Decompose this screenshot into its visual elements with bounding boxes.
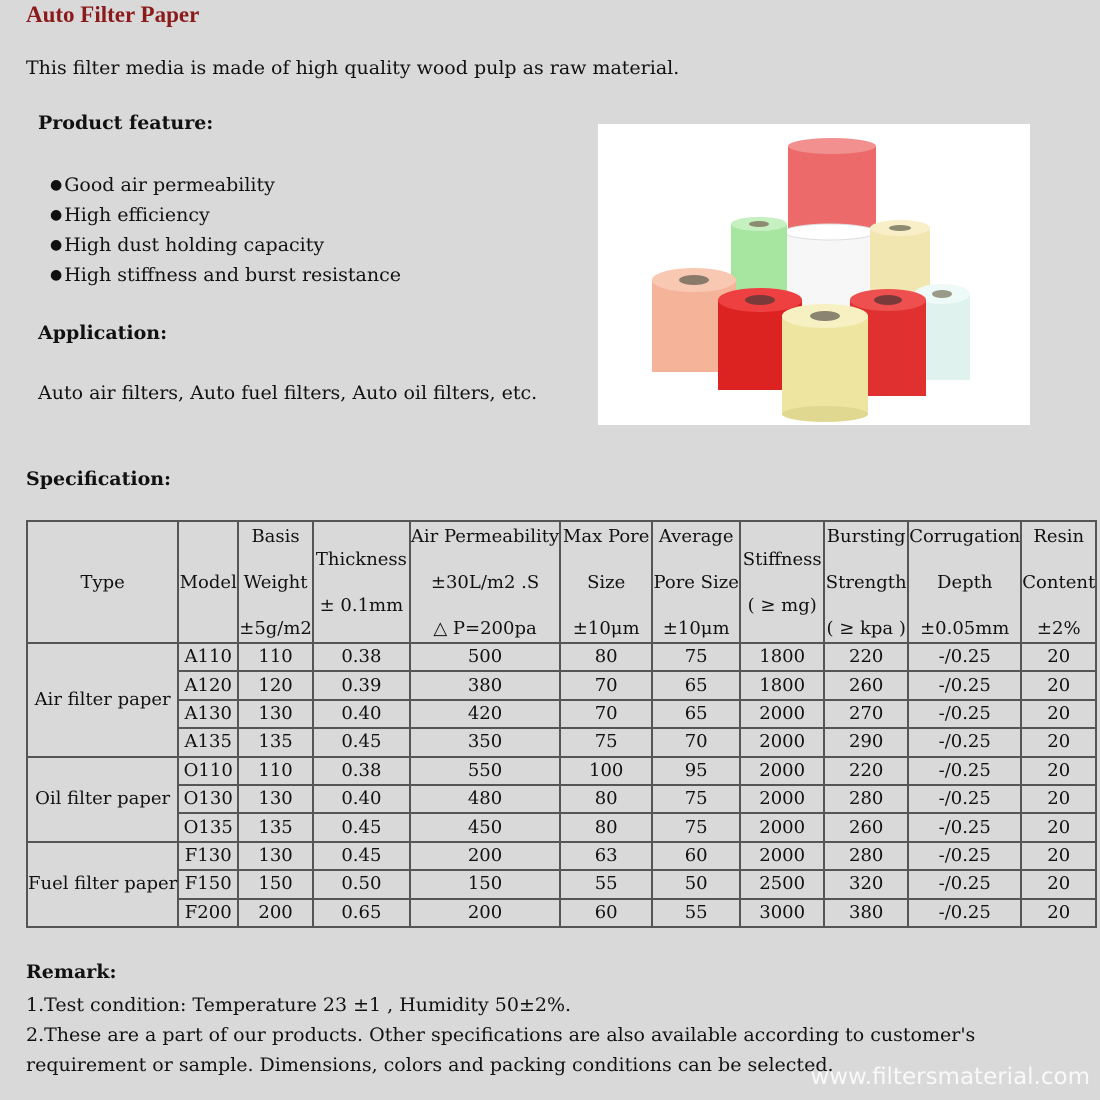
table-cell: 95 [652,757,740,785]
table-cell: 220 [824,757,908,785]
table-cell: 280 [824,785,908,813]
table-cell: 20 [1021,757,1096,785]
table-cell: 280 [824,842,908,870]
table-row [27,728,1096,756]
table-cell: 63 [560,842,652,870]
remark-heading: Remark: [26,961,117,983]
table-cell: 75 [652,785,740,813]
table-cell: O110 [178,757,238,785]
table-cell: 1800 [740,671,824,699]
feature-list [50,172,401,292]
table-row [27,757,1096,785]
bullet-icon: ● [50,237,63,253]
table-row [27,899,1096,927]
table-cell: 0.65 [313,899,410,927]
table-cell: -/0.25 [908,899,1021,927]
table-cell: 3000 [740,899,824,927]
feature-item: ● High efficiency [50,204,210,226]
table-cell: 290 [824,728,908,756]
table-cell: -/0.25 [908,785,1021,813]
table-cell: 150 [238,870,313,898]
table-body [27,643,1096,927]
type-cell: Oil filter paper [27,757,178,842]
table-cell: -/0.25 [908,728,1021,756]
table-cell: 20 [1021,643,1096,671]
table-cell: 450 [410,813,560,841]
page-title: Auto Filter Paper [26,2,200,27]
table-cell: 130 [238,700,313,728]
table-row [27,842,1096,870]
table-cell: 65 [652,671,740,699]
table-cell: 260 [824,813,908,841]
table-cell: 70 [560,671,652,699]
table-cell: 20 [1021,671,1096,699]
table-cell: 2000 [740,757,824,785]
bullet-icon: ● [50,267,63,283]
table-cell: F150 [178,870,238,898]
table-cell: 480 [410,785,560,813]
header-model: Model [178,521,238,643]
table-cell: 20 [1021,899,1096,927]
table-cell: 20 [1021,870,1096,898]
specification-heading: Specification: [26,468,172,490]
table-cell: 20 [1021,813,1096,841]
bullet-icon: ● [50,177,63,193]
remark-item: 1.Test condition: Temperature 23 ±1 , Humidity 50±2%. [26,994,572,1016]
table-cell: 110 [238,757,313,785]
table-cell: 350 [410,728,560,756]
table-cell: 130 [238,842,313,870]
table-cell: 65 [652,700,740,728]
table-cell: 2000 [740,700,824,728]
table-cell: 0.38 [313,643,410,671]
table-cell: -/0.25 [908,643,1021,671]
header-average-pore-size: Average Pore Size ±10μm [652,521,740,643]
table-cell: 0.38 [313,757,410,785]
table-cell: 55 [560,870,652,898]
table-cell: 380 [824,899,908,927]
table-cell: A130 [178,700,238,728]
table-row [27,700,1096,728]
filter-paper-rolls-image [598,124,1030,425]
type-cell: Air filter paper [27,643,178,757]
table-cell: -/0.25 [908,757,1021,785]
header-bursting-strength: Bursting Strength ( ≥ kpa ) [824,521,908,643]
table-cell: A120 [178,671,238,699]
remark-item: 2.These are a part of our products. Other specifications are also available according to customer's requirement or sample. Dimensions, colors and packing conditions can be selected. [26,1024,976,1076]
table-cell: 75 [652,813,740,841]
header-type: Type [27,521,178,643]
feature-item: ● High dust holding capacity [50,234,325,256]
table-cell: O135 [178,813,238,841]
table-cell: 100 [560,757,652,785]
table-cell: 0.45 [313,842,410,870]
table-row [27,671,1096,699]
feature-heading: Product feature: [38,112,214,134]
header-stiffness: Stiffness ( ≥ mg) [740,521,824,643]
header-thickness: Thickness ± 0.1mm [313,521,410,643]
table-cell: 200 [238,899,313,927]
header-max-pore-size: Max Pore Size ±10μm [560,521,652,643]
table-cell: 60 [560,899,652,927]
table-cell: -/0.25 [908,870,1021,898]
table-cell: 150 [410,870,560,898]
table-cell: F200 [178,899,238,927]
table-cell: 70 [560,700,652,728]
application-text: Auto air filters, Auto fuel filters, Auto oil filters, etc. [38,382,538,404]
table-cell: 80 [560,813,652,841]
table-cell: 1800 [740,643,824,671]
table-cell: F130 [178,842,238,870]
table-cell: 0.39 [313,671,410,699]
type-cell: Fuel filter paper [27,842,178,927]
table-cell: O130 [178,785,238,813]
table-cell: 20 [1021,785,1096,813]
table-cell: 2000 [740,728,824,756]
table-cell: 0.45 [313,813,410,841]
table-cell: 320 [824,870,908,898]
watermark: www.filtersmaterial.com [810,1064,1090,1090]
table-cell: 60 [652,842,740,870]
table-cell: 260 [824,671,908,699]
header-basis-weight: Basis Weight ±5g/m2 [238,521,313,643]
table-cell: 20 [1021,842,1096,870]
table-cell: 130 [238,785,313,813]
table-cell: -/0.25 [908,813,1021,841]
product-photo [598,124,1030,425]
table-cell: 380 [410,671,560,699]
table-cell: 2000 [740,842,824,870]
table-cell: -/0.25 [908,671,1021,699]
table-cell: 20 [1021,700,1096,728]
table-cell: 550 [410,757,560,785]
application-heading: Application: [38,322,168,344]
table-cell: 220 [824,643,908,671]
table-cell: A135 [178,728,238,756]
table-cell: 55 [652,899,740,927]
table-cell: -/0.25 [908,842,1021,870]
table-cell: A110 [178,643,238,671]
table-cell: 75 [652,643,740,671]
table-cell: 0.45 [313,728,410,756]
table-cell: 0.50 [313,870,410,898]
header-air-permeability: Air Permeability ±30L/m2 .S △ P=200pa [410,521,560,643]
table-row [27,785,1096,813]
table-cell: 2000 [740,813,824,841]
feature-item: ● High stiffness and burst resistance [50,264,401,286]
specification-table [26,520,1097,928]
table-row [27,870,1096,898]
table-row [27,813,1096,841]
table-cell: 70 [652,728,740,756]
intro-text: This filter media is made of high quality wood pulp as raw material. [26,57,680,79]
table-cell: 2500 [740,870,824,898]
table-cell: 135 [238,813,313,841]
table-cell: 0.40 [313,785,410,813]
table-cell: -/0.25 [908,700,1021,728]
table-cell: 20 [1021,728,1096,756]
table-cell: 200 [410,899,560,927]
feature-item: ● Good air permeability [50,174,275,196]
header-corrugation-depth: Corrugation Depth ±0.05mm [908,521,1021,643]
table-cell: 135 [238,728,313,756]
table-cell: 75 [560,728,652,756]
table-cell: 200 [410,842,560,870]
table-cell: 2000 [740,785,824,813]
table-cell: 120 [238,671,313,699]
bullet-icon: ● [50,207,63,223]
table-cell: 80 [560,785,652,813]
table-cell: 420 [410,700,560,728]
table-cell: 270 [824,700,908,728]
table-cell: 500 [410,643,560,671]
header-resin-content: Resin Content ±2% [1021,521,1096,643]
table-header-row [27,521,1096,643]
table-cell: 110 [238,643,313,671]
table-cell: 0.40 [313,700,410,728]
table-row [27,643,1096,671]
table-cell: 50 [652,870,740,898]
table-cell: 80 [560,643,652,671]
